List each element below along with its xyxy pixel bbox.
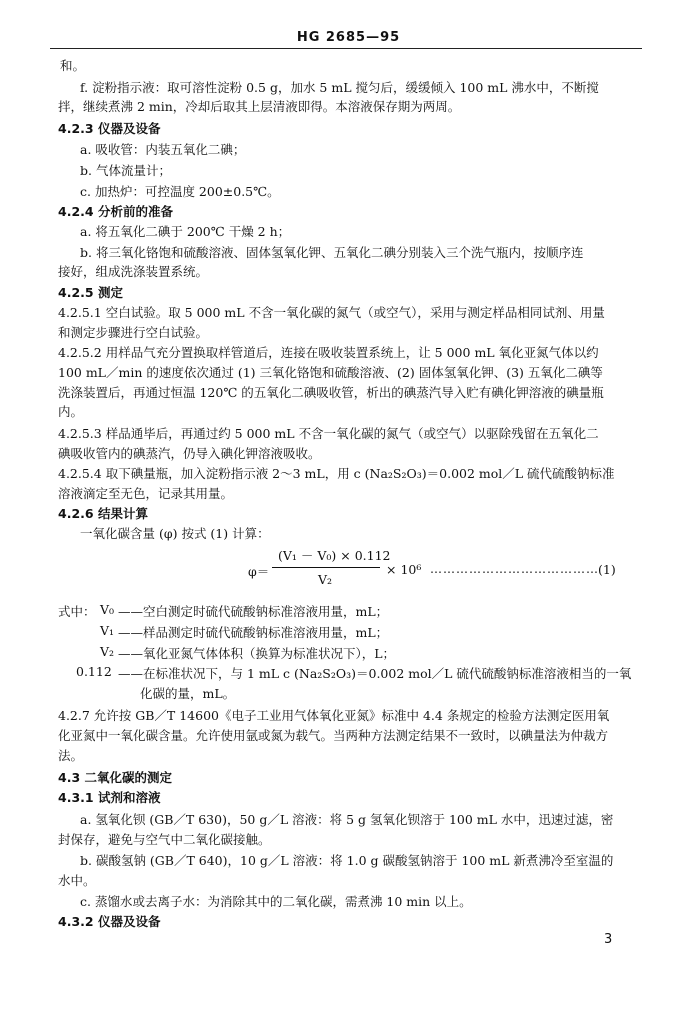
- section-heading: 4.2.4 分析前的准备: [58, 204, 173, 219]
- definition-text: ——氧化亚氮气体体积（换算为标准状况下），L；: [118, 646, 396, 661]
- list-item: b. 碳酸氢钠 (GB／T 640)，10 g／L 溶液：将 1.0 g 碳酸氢钠溶于 100 mL 新煮沸冷至室温的: [80, 853, 614, 868]
- standard-number-header: HG 2685—95: [296, 30, 401, 45]
- fraction-bar: [272, 567, 380, 568]
- formula-leader-dots: …………………………………: [430, 562, 599, 576]
- formula-denominator: V₂: [318, 572, 333, 587]
- formula-numerator: (V₁ － V₀) × 0.112: [278, 548, 391, 563]
- formula-multiplier: × 10⁶: [386, 562, 422, 577]
- definition-text: ——在标准状况下，与 1 mL c (Na₂S₂O₃)＝0.002 mol／L 硫代硫酸钠标准溶液相当的一氧: [118, 666, 632, 681]
- text-line: 拌，继续煮沸 2 min，冷却后取其上层清液即得。本溶液保存期为两周。: [58, 99, 461, 114]
- list-item: c. 加热炉：可控温度 200±0.5℃。: [80, 184, 280, 199]
- definition-symbol: V₂: [100, 644, 115, 659]
- equation-number: (1): [598, 562, 616, 577]
- text-line: 内。: [58, 404, 84, 419]
- list-item: a. 氢氧化钡 (GB／T 630)，50 g／L 溶液：将 5 g 氢氧化钡溶于 100 mL 水中，迅速过滤，密: [80, 812, 614, 827]
- text-line: 4.2.5.1 空白试验。取 5 000 mL 不含一氧化碳的氮气（或空气），采用与测定样品相同试剂、用量: [58, 305, 605, 320]
- text-line: 封保存，避免与空气中二氧化碳接触。: [58, 832, 271, 847]
- formula-lhs: φ＝: [248, 564, 270, 579]
- definition-text: ——空白测定时硫代硫酸钠标准溶液用量，mL；: [118, 604, 389, 619]
- text-line: 4.2.5.4 取下碘量瓶，加入淀粉指示液 2～3 mL，用 c (Na₂S₂O₃)＝0.002 mol／L 硫代硫酸钠标准: [58, 466, 615, 481]
- section-heading: 4.3 二氧化碳的测定: [58, 770, 172, 785]
- text-line: 洗涤装置后，再通过恒温 120℃ 的五氧化二碘吸收管，析出的碘蒸汽导入贮有碘化钾溶液的碘量瓶: [58, 385, 604, 400]
- text-line: 一氧化碳含量 (φ) 按式 (1) 计算：: [80, 526, 270, 541]
- definition-text: ——样品测定时硫代硫酸钠标准溶液用量，mL；: [118, 625, 389, 640]
- text-line: 4.2.5.3 样品通毕后，再通过约 5 000 mL 不含一氧化碳的氮气（或空气）以驱除残留在五氧化二: [58, 426, 599, 441]
- text-line: f. 淀粉指示液：取可溶性淀粉 0.5 g，加水 5 mL 搅匀后，缓缓倾入 100 mL 沸水中，不断搅: [80, 80, 599, 95]
- list-item: c. 蒸馏水或去离子水：为消除其中的二氧化碳，需煮沸 10 min 以上。: [80, 894, 472, 909]
- text-line: 4.2.7 允许按 GB／T 14600《电子工业用气体氧化亚氮》标准中 4.4 条规定的检验方法测定医用氧: [58, 708, 610, 723]
- text-line: 100 mL／min 的速度依次通过 (1) 三氧化铬饱和硫酸溶液、(2) 固体氢氧化钾、(3) 五氧化二碘等: [58, 365, 603, 380]
- section-heading: 4.2.3 仪器及设备: [58, 121, 161, 136]
- page-number: 3: [604, 932, 613, 947]
- text-line: 接好，组成洗涤装置系统。: [58, 264, 209, 279]
- text-line: 和测定步骤进行空白试验。: [58, 325, 209, 340]
- section-heading: 4.3.1 试剂和溶液: [58, 790, 161, 805]
- section-heading: 4.3.2 仪器及设备: [58, 914, 161, 929]
- text-line: 溶液滴定至无色，记录其用量。: [58, 486, 234, 501]
- text-line: 法。: [58, 748, 84, 763]
- text-line: 水中。: [58, 873, 96, 888]
- list-item: a. 吸收管：内装五氧化二碘；: [80, 142, 246, 157]
- section-heading: 4.2.5 测定: [58, 285, 123, 300]
- header-rule: [50, 48, 642, 49]
- list-item: b. 将三氧化铬饱和硫酸溶液、固体氢氧化钾、五氧化二碘分别装入三个洗气瓶内，按顺序连: [80, 245, 584, 260]
- text-line: 和。: [60, 58, 86, 73]
- text-line: 化亚氮中一氧化碳含量。允许使用氩或氮为载气。当两种方法测定结果不一致时，以碘量法为仲裁方: [58, 728, 609, 743]
- list-item: a. 将五氧化二碘于 200℃ 干燥 2 h；: [80, 224, 291, 239]
- text-line: 4.2.5.2 用样品气充分置换取样管道后，连接在吸收装置系统上，让 5 000 mL 氧化亚氮气体以约: [58, 345, 599, 360]
- definition-continuation: 化碳的量，mL。: [140, 686, 236, 701]
- list-item: b. 气体流量计；: [80, 163, 171, 178]
- definition-symbol: V₁: [100, 623, 115, 638]
- text-line: 碘吸收管内的碘蒸汽，仍导入碘化钾溶液吸收。: [58, 446, 321, 461]
- definition-symbol: 0.112: [76, 664, 112, 679]
- section-heading: 4.2.6 结果计算: [58, 506, 148, 521]
- definition-symbol: V₀: [100, 602, 115, 617]
- definitions-intro: 式中：: [58, 604, 96, 619]
